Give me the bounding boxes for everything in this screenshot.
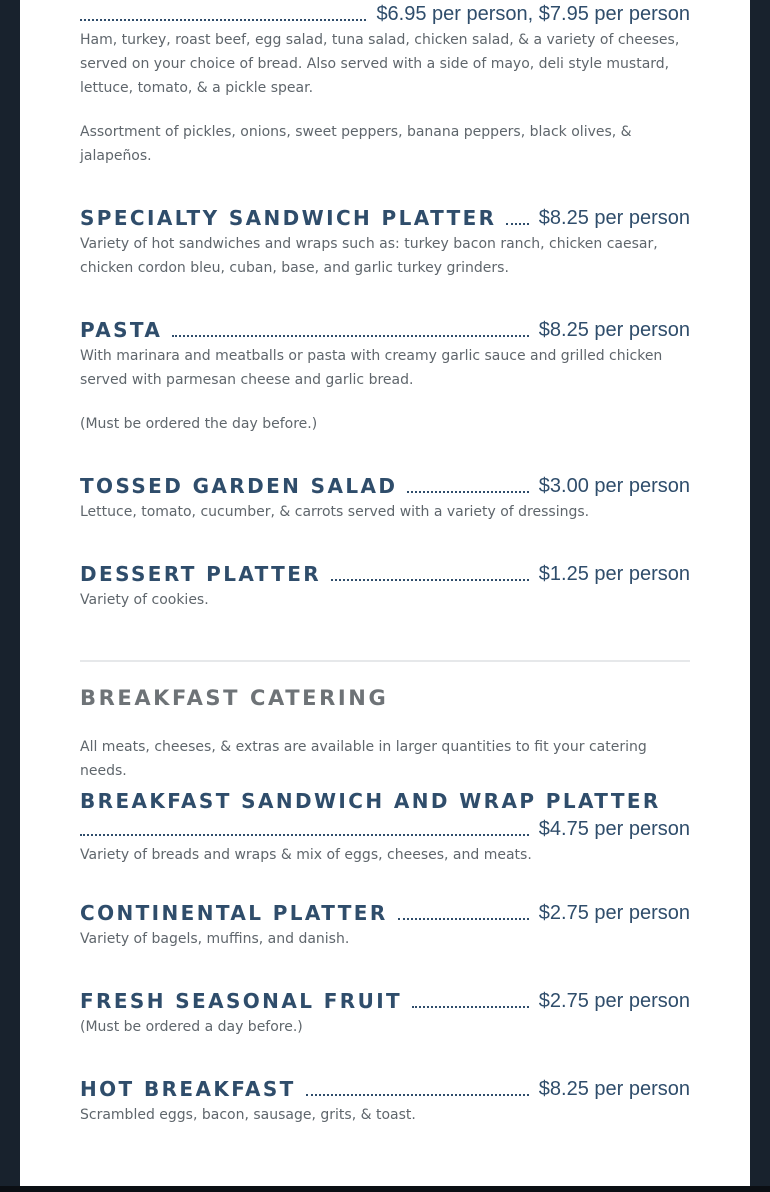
section-title: BREAKFAST CATERING (80, 686, 389, 710)
bottom-edge (0, 1186, 770, 1192)
item-title: HOT BREAKFAST (80, 1077, 296, 1101)
item-title: BREAKFAST SANDWICH AND WRAP PLATTER (80, 789, 661, 813)
item-description: Variety of breads and wraps & mix of eggs, cheeses, and meats. (80, 847, 532, 863)
menu-item-fresh-seasonal-fruit (80, 987, 690, 1039)
leader-dots (331, 579, 529, 581)
item-price: $1.25 per person (538, 563, 690, 585)
item-price: $2.75 per person (538, 990, 690, 1012)
leader-dots (407, 491, 528, 493)
menu-item-hot-breakfast (80, 1075, 690, 1127)
item-description: Variety of hot sandwiches and wraps such as: turkey bacon ranch, chicken caesar, chicken cordon bleu, cuban, base, and garlic turkey grinders. (80, 236, 658, 276)
item-title: CONTINENTAL PLATTER (80, 901, 388, 925)
leader-dots (398, 918, 529, 920)
item-description: (Must be ordered a day before.) (80, 1019, 303, 1035)
leader-dots (412, 1006, 529, 1008)
item-price: $8.25 per person (538, 1078, 690, 1100)
item-price: $3.00 per person (538, 475, 690, 497)
menu-item-dessert-platter (80, 560, 690, 612)
menu-item-continental-platter (80, 899, 690, 951)
item-description: Ham, turkey, roast beef, egg salad, tuna salad, chicken salad, & a variety of cheeses, served on your choice of bread. Also served with a side of mayo, deli style mustard, lettuce, tomato, & a pickle spear. (80, 32, 680, 96)
item-title: SPECIALTY SANDWICH PLATTER (80, 206, 497, 230)
leader-dots (506, 223, 528, 225)
leader-dots (172, 335, 528, 337)
item-title: FRESH SEASONAL FRUIT (80, 989, 403, 1013)
leader-dots (80, 19, 366, 21)
item-description: Scrambled eggs, bacon, sausage, grits, & toast. (80, 1107, 416, 1123)
menu-item-tossed-garden-salad (80, 472, 690, 524)
leader-dots (306, 1094, 529, 1096)
section-intro: All meats, cheeses, & extras are available in larger quantities to fit your catering needs. (80, 739, 647, 779)
section-divider (80, 660, 690, 662)
item-title: PASTA (80, 318, 163, 342)
item-note: Assortment of pickles, onions, sweet peppers, banana peppers, black olives, & jalapeños. (80, 124, 632, 164)
menu-item-pasta (80, 316, 690, 436)
item-title: DESSERT PLATTER (80, 562, 322, 586)
item-price: $8.25 per person (538, 319, 690, 341)
item-note: (Must be ordered the day before.) (80, 416, 318, 432)
item-title: TOSSED GARDEN SALAD (80, 474, 398, 498)
item-price: $8.25 per person (538, 207, 690, 229)
item-description: Variety of bagels, muffins, and danish. (80, 931, 350, 947)
menu-item-sandwich-platter (80, 0, 690, 168)
leader-dots (80, 834, 529, 836)
menu-item-breakfast-sandwich-wrap-platter (80, 787, 690, 867)
item-price: $4.75 per person (538, 818, 690, 840)
item-description: Lettuce, tomato, cucumber, & carrots served with a variety of dressings. (80, 504, 590, 520)
item-description: Variety of cookies. (80, 592, 209, 608)
item-price: $2.75 per person (538, 902, 690, 924)
item-description: With marinara and meatballs or pasta with creamy garlic sauce and grilled chicken served with parmesan cheese and garlic bread. (80, 348, 663, 388)
item-price: $6.95 per person, $7.95 per person (376, 3, 690, 25)
menu-item-specialty-sandwich-platter (80, 204, 690, 280)
menu-page (20, 0, 750, 1186)
